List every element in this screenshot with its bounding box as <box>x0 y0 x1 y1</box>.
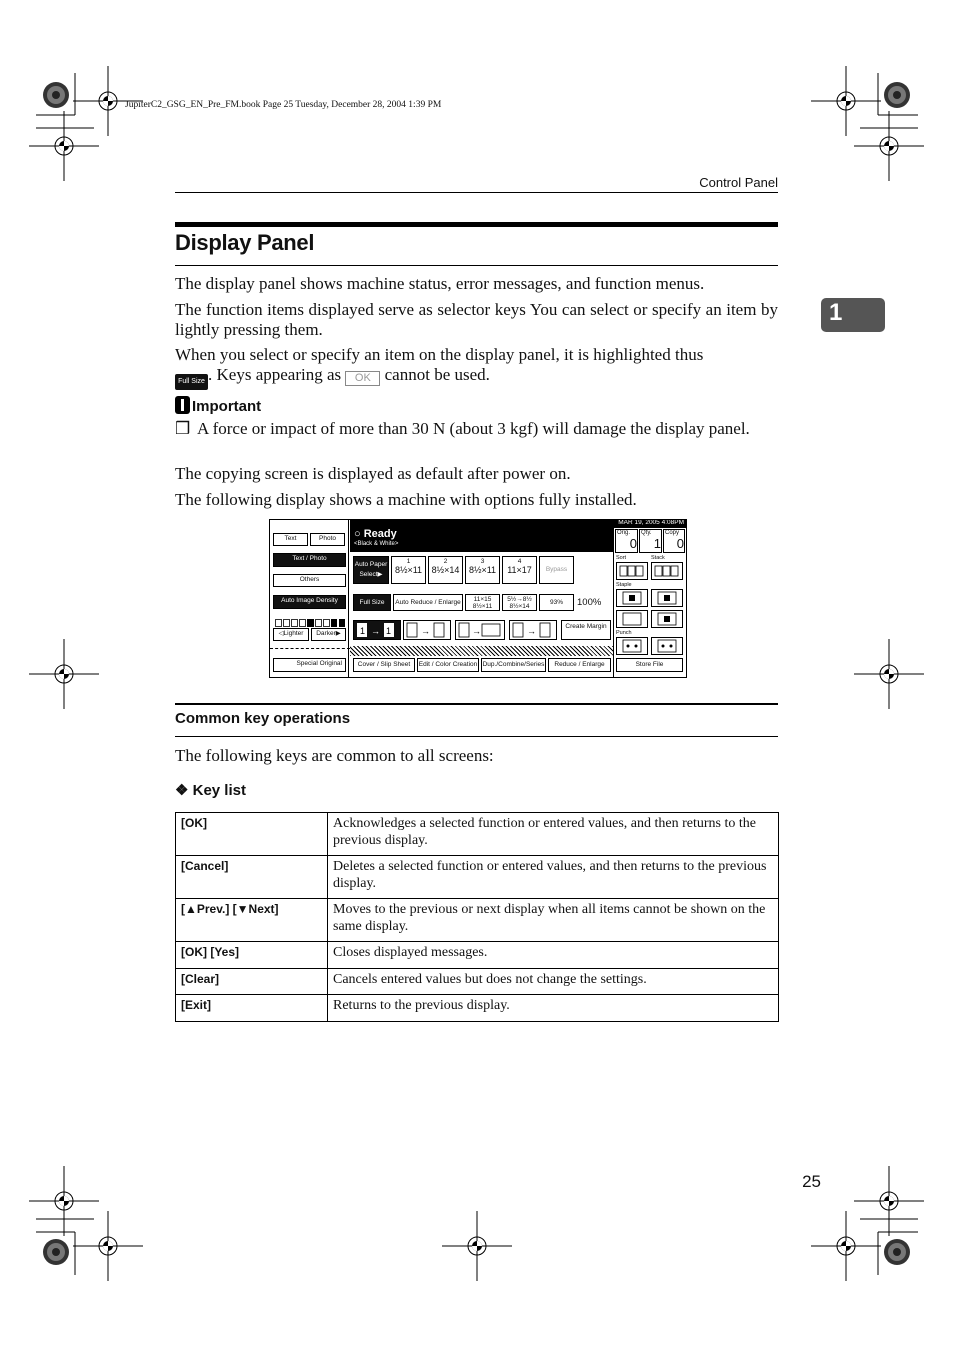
panel-lighter-key: ◁Lighter <box>273 628 309 641</box>
panel-sort-label: Sort <box>616 555 627 561</box>
table-row <box>176 942 779 969</box>
key-name: [OK] [Yes] <box>176 942 328 969</box>
table-row <box>176 856 779 899</box>
paragraph-1: The display panel shows machine status, error messages, and function menus. <box>175 274 705 293</box>
key-name: [Exit] <box>176 995 328 1022</box>
panel-duplex-3-key <box>455 620 505 640</box>
svg-text:1: 1 <box>360 626 366 636</box>
panel-duplex-2-key <box>403 620 451 640</box>
panel-tray-4-num: 4 <box>517 558 522 565</box>
panel-others-key: Others <box>273 574 346 587</box>
panel-punch-key-2 <box>651 637 683 655</box>
key-description: Acknowledges a selected function or entered values, and then returns to the previous display. <box>328 813 779 856</box>
running-header: Control Panel <box>699 175 778 190</box>
key-list-heading <box>175 781 246 799</box>
svg-text:→: → <box>472 626 481 636</box>
key-list-bullet-icon: ❖ <box>175 782 189 799</box>
panel-sort-key <box>616 562 648 580</box>
panel-special-original-key: Special Original <box>273 658 346 672</box>
paragraph-3-start: When you select or specify an item on the display panel, it is highlighted thus <box>175 345 704 364</box>
key-description: Returns to the previous display. <box>328 995 779 1022</box>
page-title: Display Panel <box>175 230 315 255</box>
panel-tray-3-num: 3 <box>480 558 485 565</box>
panel-density-scale <box>275 614 345 622</box>
paragraph-5: The following display shows a machine with options fully installed. <box>175 490 637 509</box>
title-rule <box>175 265 778 266</box>
panel-left-divider <box>270 648 350 649</box>
panel-staple-key-4 <box>651 610 683 628</box>
panel-auto-paper-key: Auto Paper Select▶ <box>353 556 389 584</box>
panel-create-margin-key: Create Margin <box>561 620 611 640</box>
panel-ratio-readout: 100% <box>577 597 602 608</box>
important-heading <box>175 396 261 415</box>
panel-right-separator <box>613 528 614 677</box>
panel-ratio-1-bottom: 8½×11 <box>472 603 493 610</box>
panel-copy-value: 0 <box>676 536 684 551</box>
key-name: [▲Prev.] [▼Next] <box>176 899 328 942</box>
important-icon <box>175 396 190 414</box>
svg-text:→: → <box>371 626 380 636</box>
panel-qty-value: 1 <box>653 536 661 551</box>
paragraph-3 <box>175 345 778 390</box>
book-info: JupiterC2_GSG_EN_Pre_FM.book Page 25 Tuesday, December 28, 2004 1:39 PM <box>125 100 442 110</box>
paragraph-3-mid: . Keys appearing as <box>208 364 346 384</box>
panel-tray-4-size: 11×17 <box>507 565 532 575</box>
panel-duplex-1-key <box>353 620 401 640</box>
panel-left-separator <box>348 520 349 677</box>
page-number: 25 <box>802 1172 821 1191</box>
important-label: Important <box>192 398 262 415</box>
key-description: Moves to the previous or next display when all items cannot be shown on the same display. <box>328 899 779 942</box>
paragraph-6: The following keys are common to all screens: <box>175 746 494 765</box>
panel-ratio-2 <box>502 594 537 611</box>
panel-full-size-key: Full Size <box>353 594 391 611</box>
panel-qty-counter <box>639 529 662 553</box>
panel-bypass-key: Bypass <box>539 556 574 584</box>
panel-punch-label: Punch <box>616 630 632 636</box>
panel-staple-key-2 <box>651 589 683 607</box>
panel-tray-2-size: 8½×14 <box>431 565 460 575</box>
panel-staple-key-1 <box>616 589 648 607</box>
panel-ratio-1 <box>465 594 500 611</box>
panel-ratio-2-top: 5½→8½ <box>507 596 532 603</box>
chapter-number: 1 <box>829 299 843 326</box>
checkbox-bullet-icon: ❒ <box>175 419 191 438</box>
paragraph-3-end: cannot be used. <box>380 364 490 384</box>
panel-tray-1 <box>391 556 426 584</box>
panel-status-text: Ready <box>363 528 397 540</box>
section-rule-bottom <box>175 736 778 737</box>
table-row <box>176 813 779 856</box>
key-description: Cancels entered values but does not change the settings. <box>328 968 779 995</box>
chapter-tab <box>821 298 885 332</box>
panel-auto-density-key: Auto Image Density <box>273 595 346 609</box>
panel-tray-3-size: 8½×11 <box>468 565 497 575</box>
key-name: [OK] <box>176 813 328 856</box>
panel-copy-label: Copy <box>665 530 680 536</box>
panel-tab-dup: Dup./Combine/Series <box>481 658 546 672</box>
panel-staple-label: Staple <box>616 582 632 588</box>
panel-auto-reduce-key: Auto Reduce / Enlarge <box>393 594 463 611</box>
panel-tray-1-num: 1 <box>406 558 411 565</box>
panel-tray-2-num: 2 <box>443 558 448 565</box>
svg-text:→: → <box>421 626 430 636</box>
panel-text-key: Text <box>273 533 308 546</box>
panel-ratio-1-top: 11×15 <box>473 596 492 603</box>
svg-text:1: 1 <box>386 626 392 636</box>
highlighted-key-sample: Full Size <box>175 374 208 390</box>
key-name: [Clear] <box>176 968 328 995</box>
panel-orig-counter <box>615 529 638 553</box>
panel-photo-key: Photo <box>310 533 345 546</box>
key-list-table <box>175 812 779 1022</box>
header-rule <box>175 192 778 193</box>
panel-datetime: MAR 19, 2005 4:08PM <box>618 519 684 526</box>
panel-tray-4 <box>502 556 537 584</box>
svg-text:→: → <box>527 626 536 636</box>
disabled-key-sample: OK <box>345 371 380 386</box>
paragraph-2: The function items displayed serve as selector keys You can select or specify an item by lightly pressing them. <box>175 300 778 339</box>
panel-duplex-4-key <box>509 620 557 640</box>
panel-tray-1-size: 8½×11 <box>394 565 423 575</box>
display-panel-illustration <box>269 519 687 678</box>
title-bar <box>175 222 778 227</box>
panel-orig-label: Orig. <box>617 530 631 536</box>
table-row <box>176 995 779 1022</box>
panel-tab-reduce: Reduce / Enlarge <box>548 658 611 672</box>
panel-copy-counter <box>663 529 685 553</box>
key-list-title: Key list <box>192 782 246 799</box>
table-row <box>176 899 779 942</box>
key-name: [Cancel] <box>176 856 328 899</box>
panel-hatched-strip <box>350 646 613 656</box>
panel-ratio-2-bottom: 8½×14 <box>509 603 530 610</box>
panel-tab-edit: Edit / Color Creation <box>417 658 479 672</box>
key-description: Deletes a selected function or entered values, and then returns to the previous display. <box>328 856 779 899</box>
panel-ratio-3: 93% <box>539 594 574 611</box>
key-description: Closes displayed messages. <box>328 942 779 969</box>
panel-orig-value: 0 <box>629 536 637 551</box>
panel-store-file-key: Store File <box>616 658 683 672</box>
panel-text-photo-key: Text / Photo <box>273 553 346 567</box>
panel-darker-key: Darker▶ <box>311 628 346 641</box>
paragraph-4: The copying screen is displayed as default after power on. <box>175 464 571 483</box>
panel-stack-label: Stack <box>651 555 665 561</box>
panel-status-sub: <Black & White> <box>354 541 399 547</box>
panel-staple-key-3 <box>616 610 648 628</box>
panel-tray-3 <box>465 556 500 584</box>
panel-punch-key-1 <box>616 637 648 655</box>
section-rule-top <box>175 703 778 705</box>
panel-stack-key <box>651 562 683 580</box>
panel-qty-label: Qty. <box>641 530 652 536</box>
panel-tab-cover: Cover / Slip Sheet <box>353 658 415 672</box>
important-text: A force or impact of more than 30 N (about 3 kgf) will damage the display panel. <box>197 419 750 438</box>
common-keys-title: Common key operations <box>175 710 351 727</box>
panel-status: ○ Ready <box>354 528 397 540</box>
important-item <box>175 419 778 439</box>
panel-tray-2 <box>428 556 463 584</box>
table-row <box>176 968 779 995</box>
